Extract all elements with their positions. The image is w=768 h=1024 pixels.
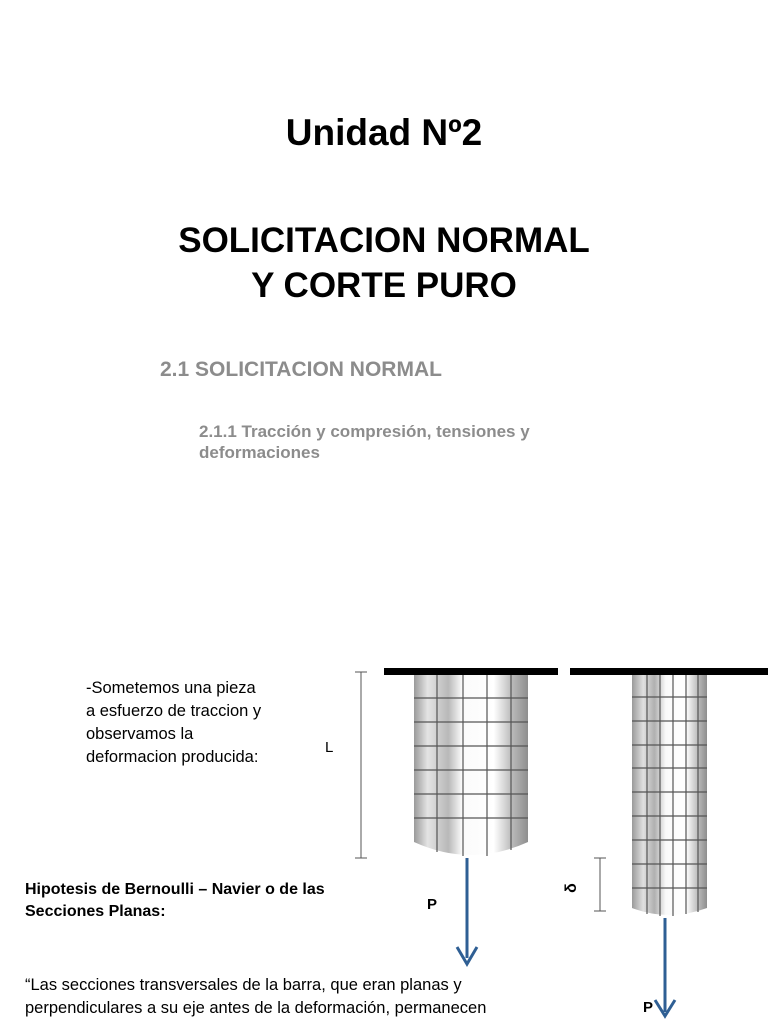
intro-line: -Sometemos una pieza [86, 679, 256, 697]
elongated-bar [570, 668, 768, 1016]
elongation-dimension [594, 858, 606, 911]
quote-line-1: “Las secciones transversales de la barra, que eran planas y [25, 976, 462, 994]
bar-body-elongated [632, 674, 707, 915]
quote-line-2: perpendiculares a su eje antes de la deformación, permanecen [25, 999, 487, 1017]
force-label-left: P [427, 896, 438, 913]
support-left [384, 668, 558, 675]
intro-line: deformacion producida: [86, 748, 259, 766]
section-heading: 2.1 SOLICITACION NORMAL [160, 358, 442, 381]
hypothesis-line-2: Secciones Planas: [25, 903, 166, 920]
elongation-label: δ [563, 883, 580, 893]
subsection-line-2: deformaciones [199, 443, 320, 462]
hypothesis-line-1: Hipotesis de Bernoulli – Navier o de las [25, 881, 325, 898]
force-label-right: P [643, 999, 654, 1016]
intro-line: a esfuerzo de traccion y [86, 702, 262, 720]
subtitle-line-2: Y CORTE PURO [251, 266, 517, 305]
support-right [570, 668, 768, 675]
page-title: Unidad Nº2 [285, 112, 483, 153]
subsection-line-1: 2.1.1 Tracción y compresión, tensiones y [199, 422, 530, 441]
length-label: L [325, 739, 334, 756]
undeformed-bar [384, 668, 558, 964]
intro-line: observamos la [86, 725, 194, 743]
length-dimension [355, 672, 367, 858]
subtitle-line-1: SOLICITACION NORMAL [178, 221, 590, 260]
